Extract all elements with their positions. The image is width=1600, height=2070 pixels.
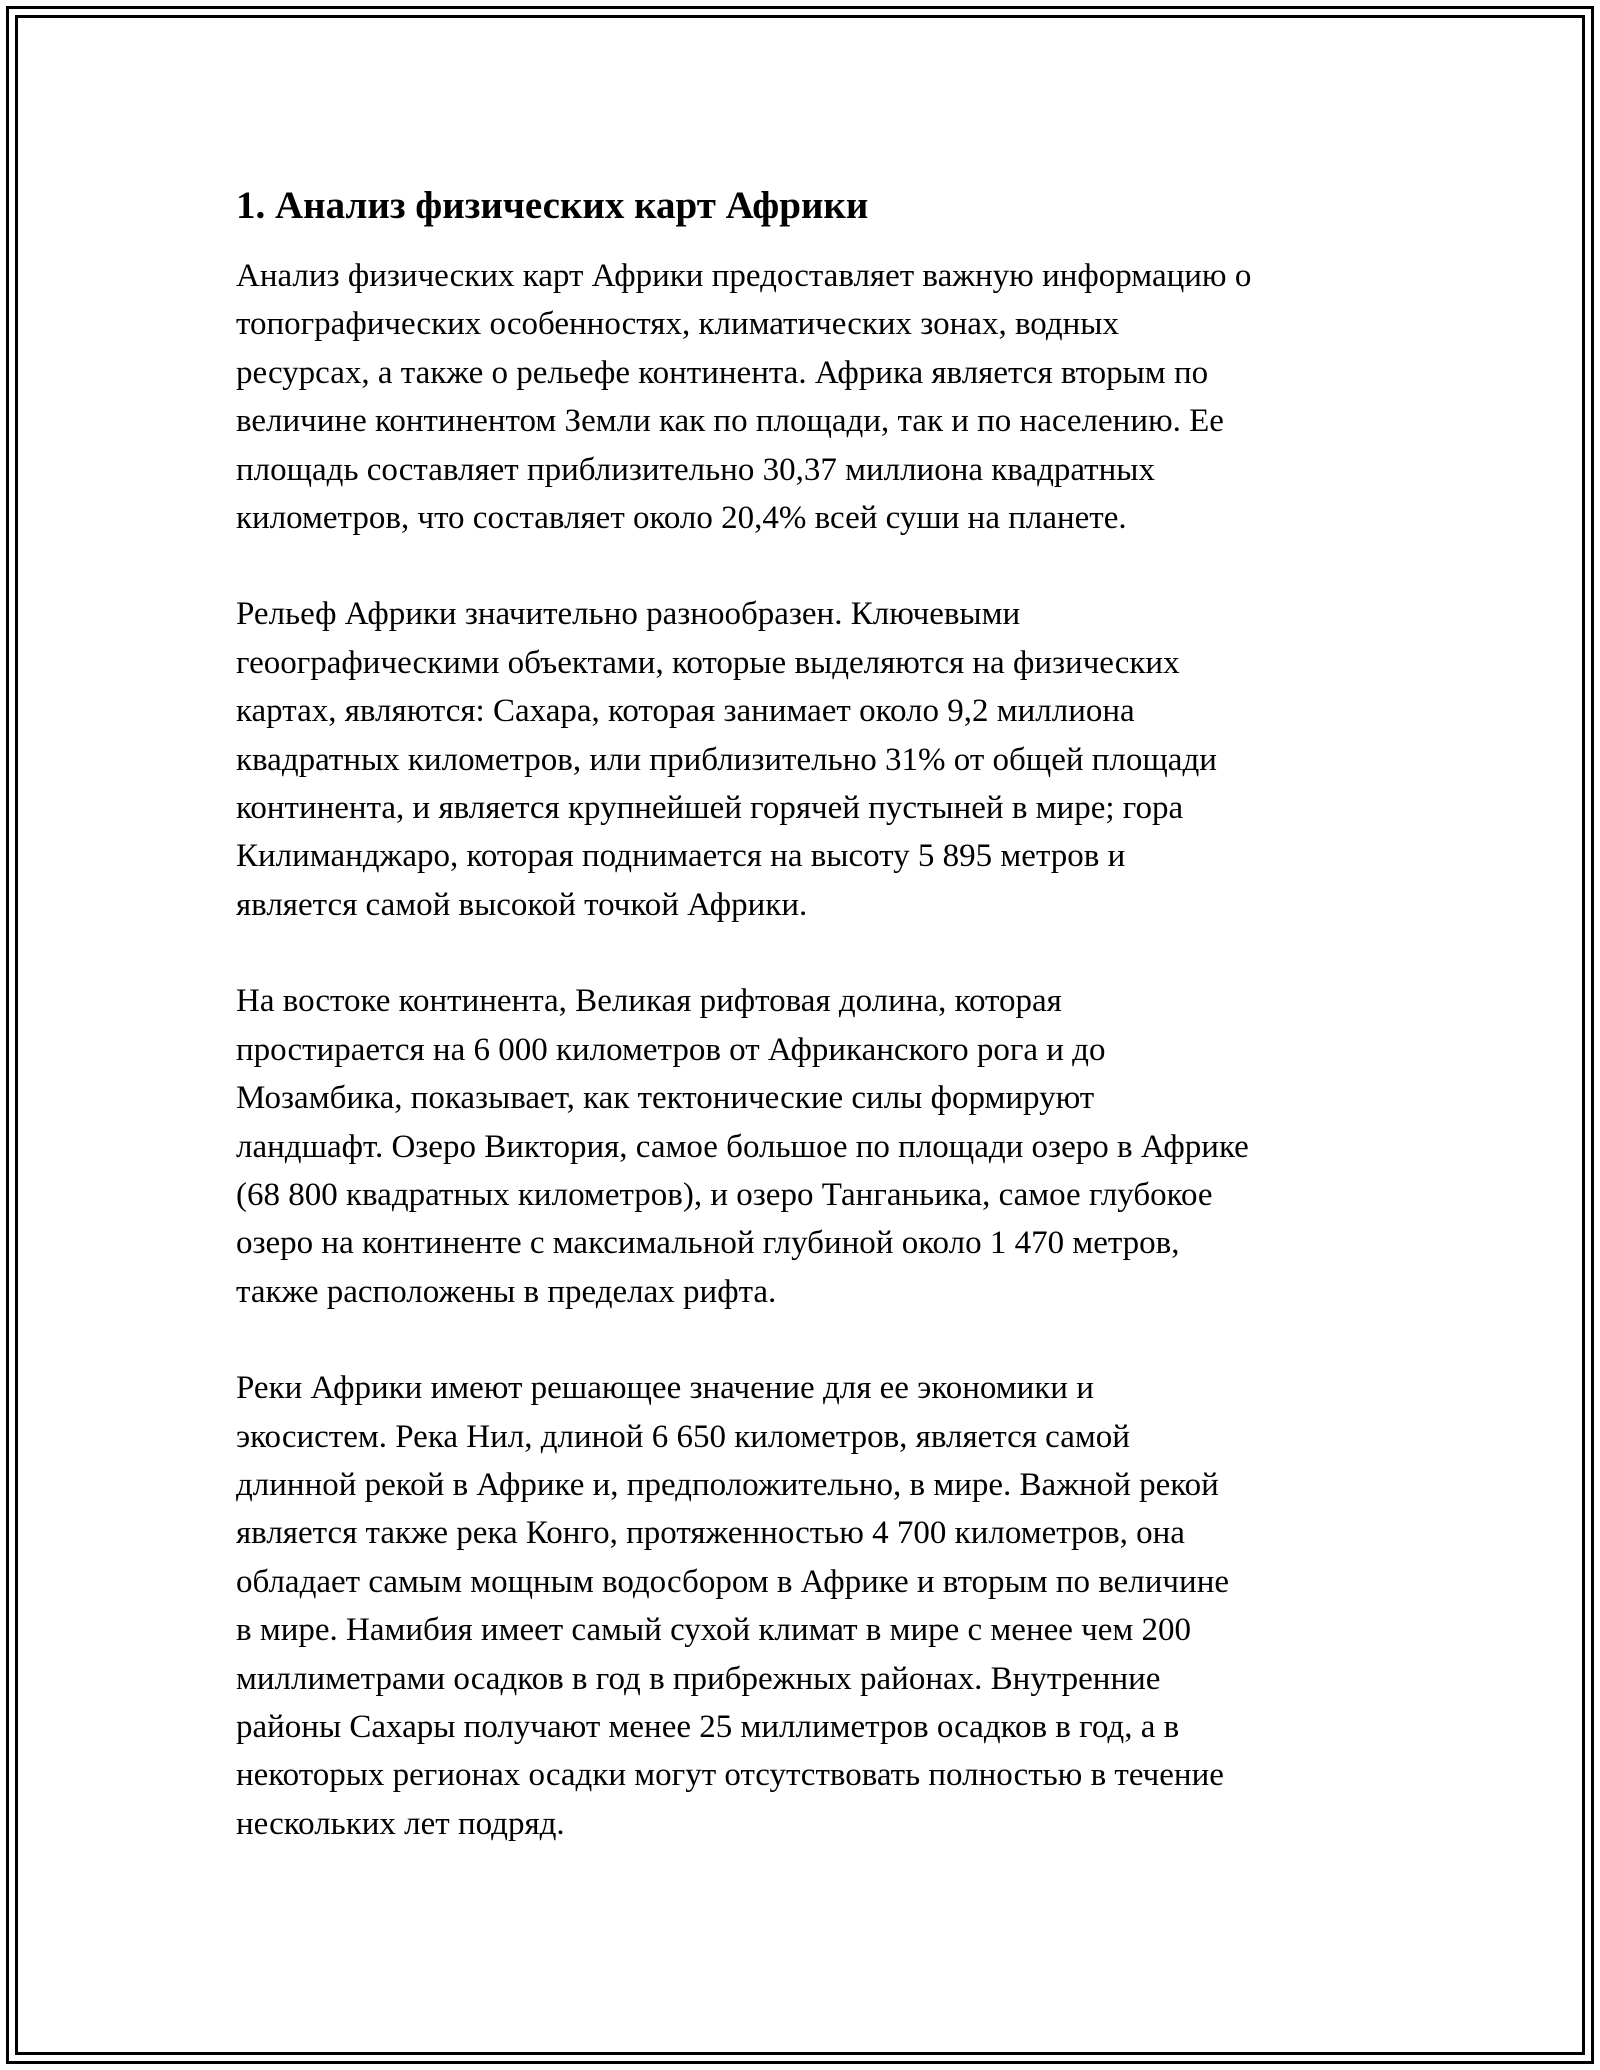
paragraph-rift-valley: На востоке континента, Великая рифтовая долина, которая простирается на 6 000 километров от Африканского рога и до Мозамбика, показывает, как тектонические силы формируют ландшафт. Озеро Виктория, самое большое по площади озеро в Африке (68 800 квадратных километров), и озеро Танганьика, самое глубокое озеро на континенте с максимальной глубиной около 1 470 метров, также расположены в пределах рифта.	[236, 983, 1249, 1310]
section-heading: 1. Анализ физических карт Африки	[236, 184, 869, 227]
paragraph-relief: Рельеф Африки значительно разнообразен. Ключевыми геоографическими объектами, которые выделяются на физических картах, являются: Сахара, которая занимает около 9,2 миллиона квадратных километров, или приблизительно 31% от общей площади континента, и является крупнейшей горячей пустыней в мире; гора Килиманджаро, которая поднимается на высоту 5 895 метров и является самой высокой точкой Африки.	[236, 596, 1217, 923]
paragraph-rivers: Реки Африки имеют решающее значение для ее экономики и экосистем. Река Нил, длиной 6 650 километров, является самой длинной рекой в Африке и, предположительно, в мире. Важной рекой является также река Конго, протяженностью 4 700 километров, она обладает самым мощным водосбором в Африке и вторым по величине в мире. Намибия имеет самый сухой климат в мире с менее чем 200 миллиметрами осадков в год в прибрежных районах. Внутренние районы Сахары получают менее 25 миллиметров осадков в год, а в некоторых регионах осадки могут отсутствовать полностью в течение нескольких лет подряд.	[236, 1370, 1229, 1842]
paragraph-intro: Анализ физических карт Африки предоставляет важную информацию о топографических особенностях, климатических зонах, водных ресурсах, а также о рельефе континента. Африка является вторым по величине континентом Земли как по площади, так и по населению. Ее площадь составляет приблизительно 30,37 миллиона квадратных километров, что составляет около 20,4% всей суши на планете.	[236, 258, 1252, 537]
document-body	[236, 182, 1376, 1896]
